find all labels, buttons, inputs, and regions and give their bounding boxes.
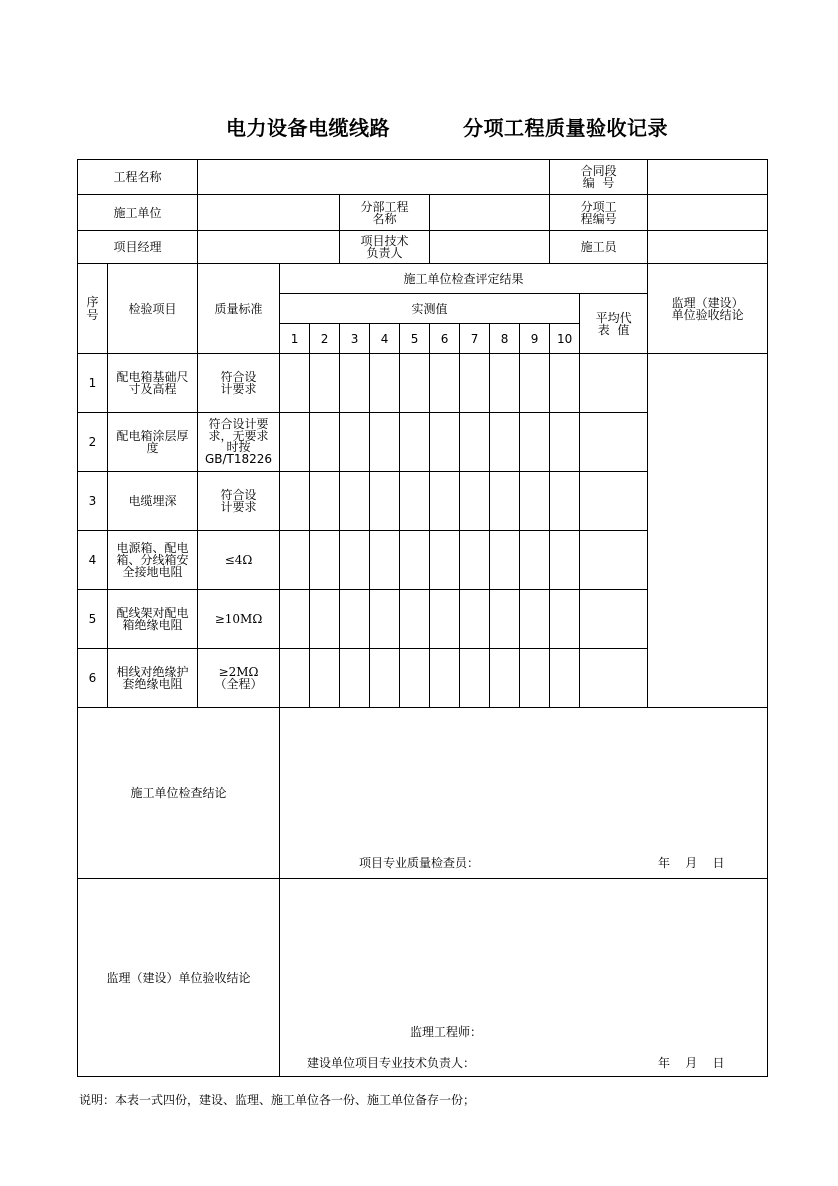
row-item: 配电箱涂层厚 度 bbox=[108, 413, 198, 472]
measure-cell[interactable] bbox=[430, 649, 460, 708]
measure-cell[interactable] bbox=[430, 590, 460, 649]
col-standard-header: 质量标准 bbox=[198, 264, 280, 354]
supervising-engineer-label: 监理工程师： bbox=[410, 1025, 483, 1039]
measure-cell[interactable] bbox=[280, 531, 310, 590]
construction-conclusion-label: 施工单位检查结论 bbox=[78, 708, 280, 879]
measure-cell[interactable] bbox=[310, 354, 340, 413]
measure-cell[interactable] bbox=[370, 354, 400, 413]
measure-col-4: 4 bbox=[370, 324, 400, 354]
measure-col-6: 6 bbox=[430, 324, 460, 354]
measure-cell[interactable] bbox=[400, 413, 430, 472]
measure-cell[interactable] bbox=[550, 354, 580, 413]
row-seq: 2 bbox=[78, 413, 108, 472]
row-standard: 符合设计要 求，无要求 时按 GB/T18226 bbox=[198, 413, 280, 472]
measure-cell[interactable] bbox=[430, 531, 460, 590]
row-seq: 3 bbox=[78, 472, 108, 531]
project-manager-label: 项目经理 bbox=[78, 231, 198, 264]
supervision-header: 监理（建设） 单位验收结论 bbox=[648, 264, 768, 354]
sub-item-no-field[interactable] bbox=[648, 195, 768, 231]
supervision-date-label: 年 月 日 bbox=[658, 1056, 725, 1070]
measure-cell[interactable] bbox=[340, 590, 370, 649]
measure-cell[interactable] bbox=[340, 531, 370, 590]
construction-conclusion-area[interactable] bbox=[280, 708, 768, 879]
sub-division-label: 分部工程 名称 bbox=[340, 195, 430, 231]
tech-lead-field[interactable] bbox=[430, 231, 550, 264]
measure-col-5: 5 bbox=[400, 324, 430, 354]
construction-unit-field[interactable] bbox=[198, 195, 340, 231]
construction-date-label: 年 月 日 bbox=[658, 856, 725, 870]
quality-inspector-label: 项目专业质量检查员： bbox=[359, 856, 480, 870]
inspection-form-table bbox=[77, 159, 768, 1077]
measure-cell[interactable] bbox=[280, 354, 310, 413]
measure-cell[interactable] bbox=[310, 649, 340, 708]
measured-header: 实测值 bbox=[280, 294, 580, 324]
measure-cell[interactable] bbox=[400, 354, 430, 413]
average-cell[interactable] bbox=[580, 649, 648, 708]
measure-cell[interactable] bbox=[340, 354, 370, 413]
col-item-header: 检验项目 bbox=[108, 264, 198, 354]
measure-cell[interactable] bbox=[550, 413, 580, 472]
measure-cell[interactable] bbox=[550, 590, 580, 649]
form-title bbox=[0, 112, 838, 142]
measure-cell[interactable] bbox=[310, 590, 340, 649]
row-standard: 符合设 计要求 bbox=[198, 354, 280, 413]
row-seq: 1 bbox=[78, 354, 108, 413]
constructor-field[interactable] bbox=[648, 231, 768, 264]
row-item: 电缆埋深 bbox=[108, 472, 198, 531]
row-item: 配电箱基础尺 寸及高程 bbox=[108, 354, 198, 413]
measure-cell[interactable] bbox=[340, 413, 370, 472]
measure-cell[interactable] bbox=[550, 472, 580, 531]
measure-cell[interactable] bbox=[550, 649, 580, 708]
row-standard: ≥2MΩ （全程） bbox=[198, 649, 280, 708]
average-cell[interactable] bbox=[580, 472, 648, 531]
measure-cell[interactable] bbox=[340, 649, 370, 708]
constructor-label: 施工员 bbox=[550, 231, 648, 264]
average-cell[interactable] bbox=[580, 531, 648, 590]
measure-cell[interactable] bbox=[460, 413, 490, 472]
measure-cell[interactable] bbox=[370, 413, 400, 472]
measure-cell[interactable] bbox=[430, 472, 460, 531]
average-cell[interactable] bbox=[580, 354, 648, 413]
measure-cell[interactable] bbox=[310, 531, 340, 590]
measure-cell[interactable] bbox=[400, 590, 430, 649]
contract-no-field[interactable] bbox=[648, 160, 768, 195]
contract-no-label: 合同段 编 号 bbox=[550, 160, 648, 195]
measure-cell[interactable] bbox=[400, 531, 430, 590]
measure-cell[interactable] bbox=[460, 472, 490, 531]
row-seq: 6 bbox=[78, 649, 108, 708]
measure-cell[interactable] bbox=[490, 531, 520, 590]
measure-cell[interactable] bbox=[520, 413, 550, 472]
measure-cell[interactable] bbox=[550, 531, 580, 590]
measure-cell[interactable] bbox=[280, 649, 310, 708]
measure-cell[interactable] bbox=[280, 590, 310, 649]
supervision-conclusion-area[interactable] bbox=[280, 879, 768, 1077]
supervision-conclusion-label: 监理（建设）单位验收结论 bbox=[78, 879, 280, 1077]
measure-cell[interactable] bbox=[520, 354, 550, 413]
measure-cell[interactable] bbox=[370, 472, 400, 531]
check-result-header: 施工单位检查评定结果 bbox=[280, 264, 648, 294]
measure-cell[interactable] bbox=[430, 413, 460, 472]
measure-cell[interactable] bbox=[310, 472, 340, 531]
measure-col-2: 2 bbox=[310, 324, 340, 354]
col-seq-header: 序 号 bbox=[78, 264, 108, 354]
project-name-label: 工程名称 bbox=[78, 160, 198, 195]
row-seq: 5 bbox=[78, 590, 108, 649]
project-name-field[interactable] bbox=[198, 160, 550, 195]
measure-cell[interactable] bbox=[490, 649, 520, 708]
sub-item-no-label: 分项工 程编号 bbox=[550, 195, 648, 231]
measure-cell[interactable] bbox=[490, 590, 520, 649]
measure-cell[interactable] bbox=[280, 413, 310, 472]
measure-cell[interactable] bbox=[520, 590, 550, 649]
measure-cell[interactable] bbox=[460, 590, 490, 649]
measure-cell[interactable] bbox=[520, 649, 550, 708]
measure-cell[interactable] bbox=[490, 354, 520, 413]
measure-cell[interactable] bbox=[490, 413, 520, 472]
row-standard: ≤4Ω bbox=[198, 531, 280, 590]
average-header: 平均代 表 值 bbox=[580, 294, 648, 354]
measure-cell[interactable] bbox=[460, 531, 490, 590]
measure-cell[interactable] bbox=[490, 472, 520, 531]
row-item: 配线架对配电 箱绝缘电阻 bbox=[108, 590, 198, 649]
row-item: 电源箱、配电 箱、分线箱安 全接地电阻 bbox=[108, 531, 198, 590]
measure-col-8: 8 bbox=[490, 324, 520, 354]
title-part2: 分项工程质量验收记录 bbox=[463, 116, 668, 140]
tech-lead-label: 项目技术 负责人 bbox=[340, 231, 430, 264]
measure-cell[interactable] bbox=[310, 413, 340, 472]
measure-col-1: 1 bbox=[280, 324, 310, 354]
measure-cell[interactable] bbox=[370, 531, 400, 590]
supervision-conclusion-cell[interactable] bbox=[648, 354, 768, 708]
form-note: 说明：本表一式四份，建设、监理、施工单位各一份、施工单位备存一份； bbox=[79, 1093, 476, 1107]
sub-division-field[interactable] bbox=[430, 195, 550, 231]
measure-cell[interactable] bbox=[370, 649, 400, 708]
measure-col-7: 7 bbox=[460, 324, 490, 354]
average-cell[interactable] bbox=[580, 590, 648, 649]
project-manager-field[interactable] bbox=[198, 231, 340, 264]
measure-col-9: 9 bbox=[520, 324, 550, 354]
measure-cell[interactable] bbox=[460, 649, 490, 708]
measure-col-3: 3 bbox=[340, 324, 370, 354]
row-standard: 符合设 计要求 bbox=[198, 472, 280, 531]
measure-cell[interactable] bbox=[430, 354, 460, 413]
average-cell[interactable] bbox=[580, 413, 648, 472]
measure-cell[interactable] bbox=[400, 649, 430, 708]
row-item: 相线对绝缘护 套绝缘电阻 bbox=[108, 649, 198, 708]
row-standard: ≥10MΩ bbox=[198, 590, 280, 649]
measure-cell[interactable] bbox=[520, 472, 550, 531]
title-part1: 电力设备电缆线路 bbox=[226, 116, 390, 140]
measure-cell[interactable] bbox=[520, 531, 550, 590]
measure-cell[interactable] bbox=[400, 472, 430, 531]
measure-col-10: 10 bbox=[550, 324, 580, 354]
measure-cell[interactable] bbox=[460, 354, 490, 413]
measure-cell[interactable] bbox=[370, 590, 400, 649]
row-seq: 4 bbox=[78, 531, 108, 590]
measure-cell[interactable] bbox=[340, 472, 370, 531]
construction-unit-label: 施工单位 bbox=[78, 195, 198, 231]
table-row bbox=[78, 354, 768, 413]
measure-cell[interactable] bbox=[280, 472, 310, 531]
owner-tech-lead-label: 建设单位项目专业技术负责人： bbox=[307, 1056, 476, 1070]
